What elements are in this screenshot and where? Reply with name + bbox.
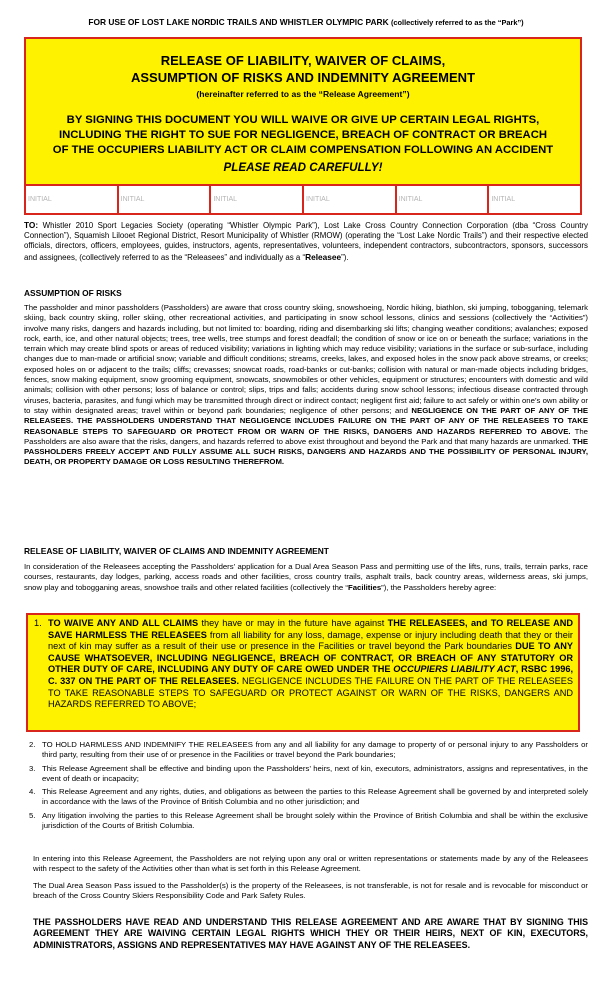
initial-field-2[interactable]: INITIAL	[119, 186, 212, 213]
initial-field-1[interactable]: INITIAL	[26, 186, 119, 213]
document-title-line-2: ASSUMPTION OF RISKS AND INDEMNITY AGREEMENT	[130, 70, 476, 85]
list-item: 3. This Release Agreement shall be effective and binding upon the Passholders’ heirs, next of kin, executors, administrators, assigns and representatives, in the event of death or incapacity;	[29, 763, 588, 783]
initials-row	[26, 184, 580, 213]
usage-text: FOR USE OF LOST LAKE NORDIC TRAILS AND WHISTLER OLYMPIC PARK	[88, 17, 389, 27]
releasee-term: Releasee	[305, 251, 342, 262]
waiver-t3: NEGLIGENCE INCLUDES THE FAILURE ON THE PART OF THE RELEASEES TO TAKE REASONABLE STEPS TO SAFEGUARD OR PROTECT AGAINST OR WARN OF THE RISKS, DANGERS AND HAZARDS REFERRED TO ABOVE;	[48, 675, 573, 710]
initial-field-6[interactable]: INITIAL	[491, 196, 516, 203]
list-item: 4. This Release Agreement and any rights, duties, and obligations as between the parties to this Release Agreement shall be governed by and interpreted solely in accordance with the laws of the Province of British Columbia and no other jurisdiction; and	[29, 787, 588, 807]
document-subtitle: (hereinafter referred to as the “Release Agreement”)	[196, 89, 410, 99]
assumption-paragraph	[24, 303, 588, 468]
facilities-term: Facilities	[347, 582, 382, 592]
list-item: 2. TO HOLD HARMLESS AND INDEMNIFY THE RELEASEES from any and all liability for any damage to property of or personal injury to any Passholders or third party, resulting from their use of or presence in the Facilities or travel beyond the Park boundaries;	[29, 740, 588, 760]
risk-acceptance-clause: THE PASSHOLDERS FREELY ACCEPT AND FULLY ASSUME ALL SUCH RISKS, DANGERS AND HAZARDS AND THE POSSIBILITY OF PERSONAL INJURY, DEATH, OR PROPERTY DAMAGE OR LOSS RESULTING THEREFROM.	[24, 436, 588, 467]
title-banner	[24, 37, 582, 215]
final-acknowledgement: THE PASSHOLDERS HAVE READ AND UNDERSTAND THIS RELEASE AGREEMENT AND ARE AWARE THAT BY SIGNING THIS AGREEMENT THEY ARE WAIVING CERTAIN LEGAL RIGHTS WHICH THEY OR THEIR HEIRS, NEXT OF KIN, EXECUTORS, ADMINISTRATORS, ASSIGNS AND REPRESENTATIVES MAY HAVE AGAINST ANY OF THE RELEASEES.	[33, 917, 588, 950]
to-label: TO:	[24, 220, 39, 230]
document-title-line-1: RELEASE OF LIABILITY, WAIVER OF CLAIMS,	[160, 53, 446, 68]
waiver-clause-highlight	[26, 613, 580, 732]
waiver-t1: they have or may in the future have against	[198, 618, 388, 628]
pass-property-paragraph: The Dual Area Season Pass issued to the Passholder(s) is the property of the Releasees, is not transferable, is not for resale and is revocable for misconduct or breach of the Cross Country Skiers Responsibility Code and Park Safety Rules.	[33, 881, 588, 901]
act-name: OCCUPIERS LIABILITY ACT	[393, 664, 516, 675]
legal-warning	[26, 113, 580, 158]
release-heading: RELEASE OF LIABILITY, WAIVER OF CLAIMS AND INDEMNITY AGREEMENT	[24, 546, 329, 556]
addressee-paragraph	[24, 220, 588, 263]
document-usage-line	[0, 17, 612, 27]
assumption-text-2: The Passholders are also aware that the risks, dangers, and hazards referred to above exist throughout and beyond the Park and that many hazards are unmarked.	[24, 426, 588, 446]
warning-line-1: BY SIGNING THIS DOCUMENT YOU WILL WAIVE OR GIVE UP CERTAIN LEGAL RIGHTS,	[66, 114, 540, 126]
negligence-clause: NEGLIGENCE ON THE PART OF ANY OF THE RELEASEES. THE PASSHOLDERS UNDERSTAND THAT NEGLIGENCE INCLUDES FAILURE ON THE PART OF ANY OF THE RELEASEES TO TAKE REASONABLE STEPS TO SAFEGUARD OR PROTECT FROM OR WARN OF THE RISKS, DANGERS AND HAZARDS REFERRED TO ABOVE.	[24, 405, 589, 436]
initial-field-5[interactable]: INITIAL	[397, 186, 490, 213]
addressee-text: Whistler 2010 Sport Legacies Society (operating “Whistler Olympic Park”), Lost Lake Cross Country Connection Corporation (dba “Cross Country Connection”), Squamish Lilooet Regional District, Resort Municipality of Whistler (RMOW) (operating the “Lost Lake Nordic Trails”) and their respective elected officials, directors, officers, employees, guides, instructors, agents, representatives, volunteers, independent contractors, subcontractors, sponsors, successors and assignees, (collectively referred to as the “Releasees” and individually as a “	[24, 221, 588, 262]
waiver-b3: DUE TO ANY CAUSE WHATSOEVER, INCLUDING NEGLIGENCE, BREACH OF CONTRACT, OR BREACH OF ANY STATUTORY OR OTHER DUTY OF CARE, INCLUDING ANY DUTY OF CARE OWED UNDER THE	[48, 641, 573, 675]
waiver-b1: TO WAIVE ANY AND ALL CLAIMS	[48, 618, 199, 628]
initial-field-4[interactable]: INITIAL	[304, 186, 397, 213]
reliance-paragraph: In entering into this Release Agreement, the Passholders are not relying upon any oral or written representations or statements made by any of the Releasees with respect to the safety of the Activities other than what is set forth in this Release Agreement.	[33, 854, 588, 874]
assumption-text: The passholder and minor passholders (Passholders) are aware that cross country skiing, snowshoeing, Nordic hiking, biathlon, ski jumping, tobogganing, telemark skiing, back country skiing, roller skiing, other recreational activities, and participating in snow school lessons, clinics and sessions (collectively the “Activities”) involve many risks, dangers and hazards including, but not limited to: boarding, riding and disembarking ski lifts; changing weather conditions; avalanches; exposed rock, earth, ice, and other natural objects; trees, tree wells, tree stumps and forest deadfall; the condition of snow or ice on or beneath the surface; variations in the terrain which may create blind spots or areas of reduced visibility; variations in lighting which may reduce visibility; variations in the surface or sub-surface, including changes due to man-made or artificial snow; variable and difficult conditions; streams, creeks, lakes, and exposed holes in the snow pack above streams, or creeks; exposed holes on or adjacent to the trails; cliffs; crevasses; snowcat roads, road-banks or cut-banks; collision with natural or man-made objects including bridges, fences, snow making equipment, snow grooming equipment, snowcats, snowmobiles or other vehicles, equipment or structures; encounters with domestic and wild animals; collision with other persons; loss of balance or control; slips, trips and falls; accidents during snow school lessons; infectious disease contracted through viruses, bacteria, parasites, and fungi which may be transmitted through direct or indirect contact; negligent first aid; failure to act safely or within one’s own ability or to stay within designated areas; travel within or beyond park boundaries; negligence of other persons; and	[24, 303, 588, 415]
addressee-end: ”).	[341, 252, 349, 262]
consideration-text: In consideration of the Releasees accepting the Passholders’ application for a Dual Area Season Pass and permitting use of the lifts, runs, trails, terrain parks, race courses, restaurants, day lodges, parking, access roads and other facilities, cross country trails, asphalt trails, back country areas, wilderness areas, ski jumps, snow play and tobogganing areas, snowshoe trails and other related facilities (collectively the “	[24, 562, 588, 592]
usage-note: (collectively referred to as the “Park”)	[390, 18, 524, 27]
warning-line-3: OF THE OCCUPIERS LIABILITY ACT OR CLAIM COMPENSATION FOLLOWING AN ACCIDENT	[52, 144, 554, 156]
please-read-notice: PLEASE READ CAREFULLY!	[223, 161, 383, 174]
consideration-paragraph	[24, 562, 588, 593]
waiver-b2: THE RELEASEES, and TO RELEASE AND SAVE HARMLESS THE RELEASEES	[48, 618, 573, 640]
warning-line-2: INCLUDING THE RIGHT TO SUE FOR NEGLIGENCE, BREACH OF CONTRACT OR BREACH	[58, 129, 548, 141]
consideration-end: ”), the Passholders hereby agree:	[381, 582, 497, 592]
waiver-b4: , RSBC 1996, C. 337 ON THE PART OF THE RELEASEES.	[48, 664, 573, 686]
agreement-clauses	[24, 740, 588, 834]
clause-number: 1.	[34, 618, 42, 628]
initial-field-3[interactable]: INITIAL	[211, 186, 304, 213]
list-item: 5. Any litigation involving the parties to this Release Agreement shall be brought solely within the Province of British Columbia and shall be within the exclusive jurisdiction of the Courts of British Columbia.	[29, 810, 588, 831]
waiver-t2: from all liability for any loss, damage, expense or injury including death that they or their next of kin may suffer as a result of their use or presence in the Facilities or travel beyond the Park boundaries	[48, 629, 573, 652]
assumption-heading: ASSUMPTION OF RISKS	[24, 288, 122, 298]
